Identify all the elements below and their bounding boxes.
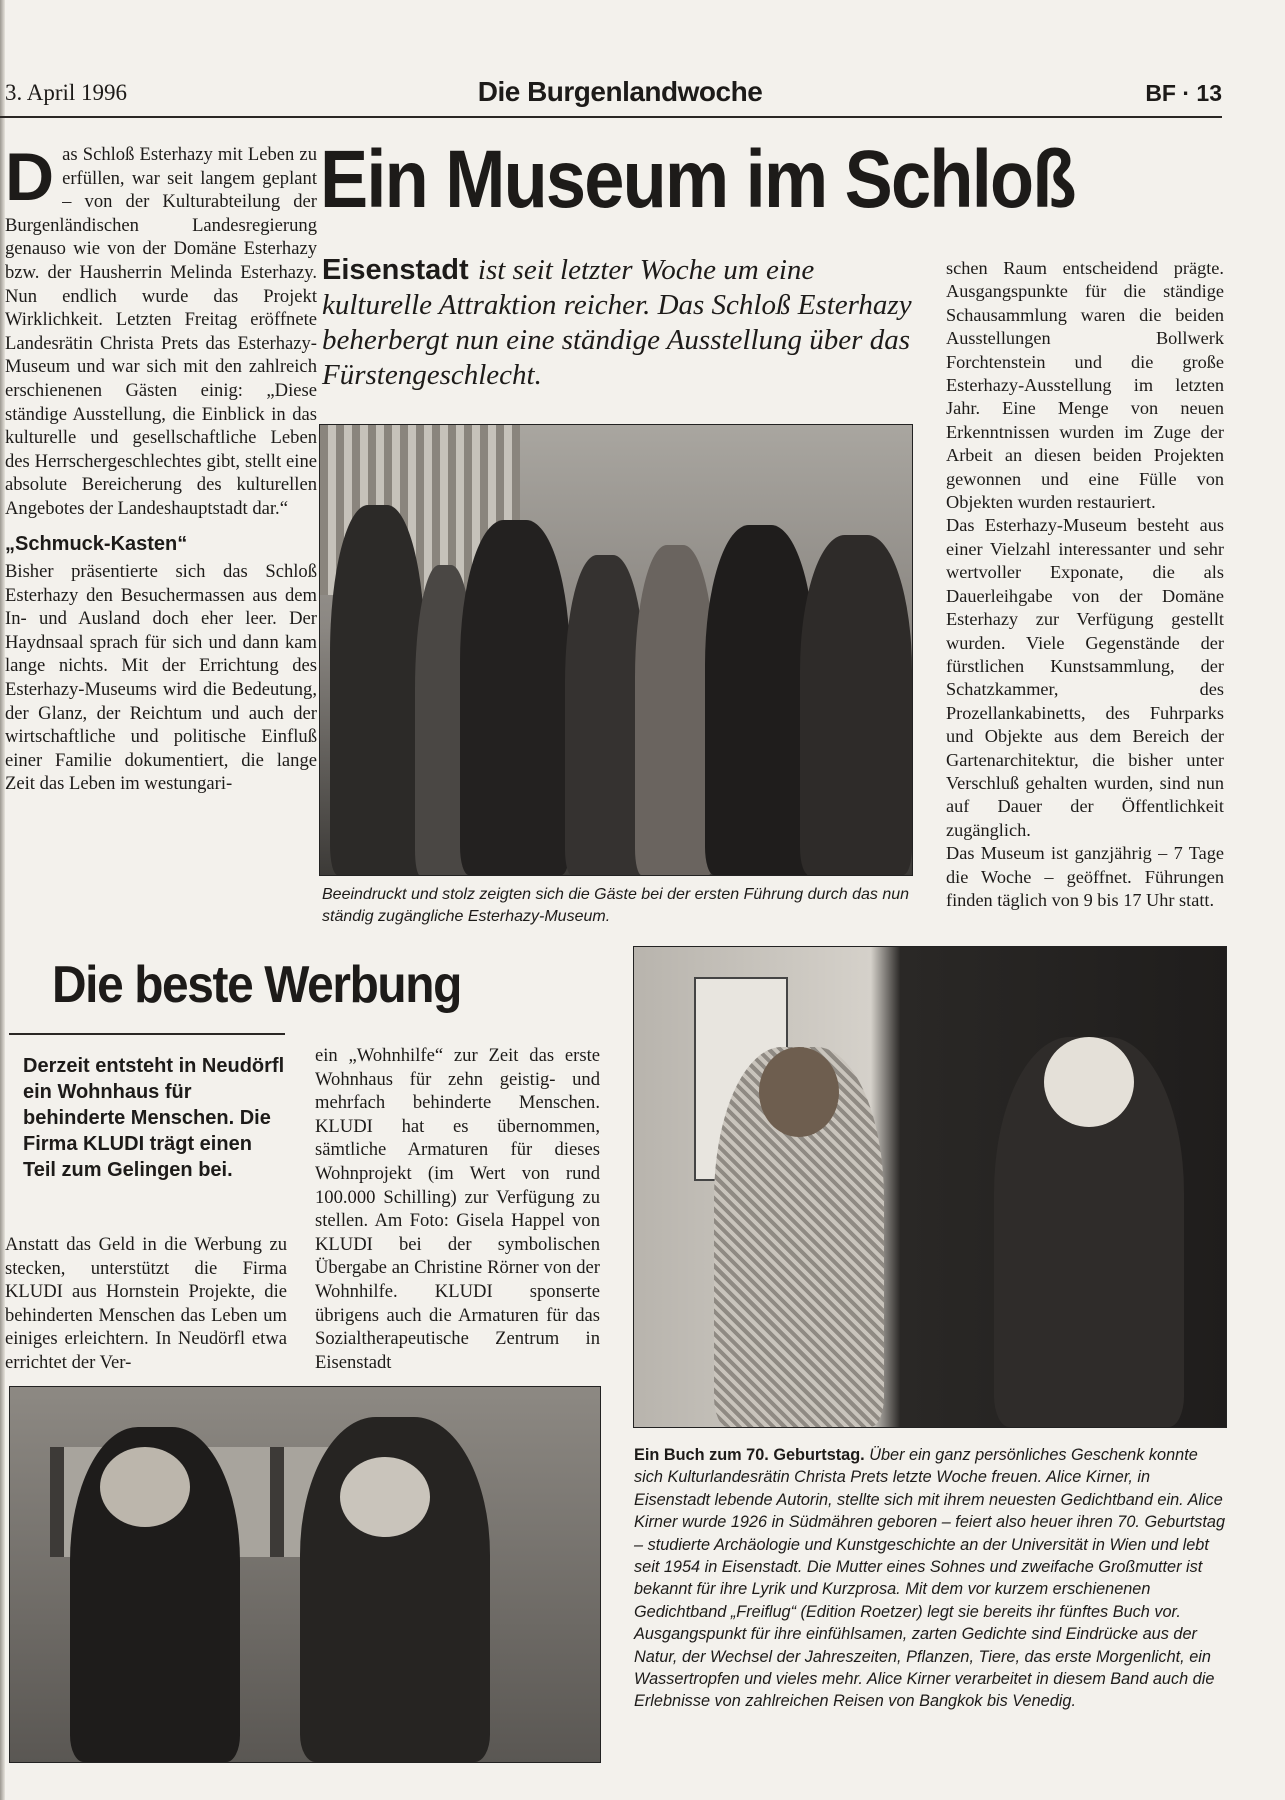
article-right-column: [946, 257, 1224, 912]
lead-text: ist seit letzter Woche um eine kulturelle Attraktion reicher. Das Schloß Esterhazy beherbergt nun eine ständige Ausstellung über das Fürstengeschlecht.: [322, 254, 912, 391]
photo-caption: Beeindruckt und stolz zeigten sich die Gäste bei der ersten Führung durch das nun ständig zugängliche Esterhazy-Museum.: [322, 886, 910, 925]
book-caption: [634, 1444, 1226, 1713]
page-number: BF · 13: [1145, 80, 1222, 106]
caption-title: Ein Buch zum 70. Geburtstag.: [634, 1446, 865, 1464]
newspaper-name: Die Burgenlandwoche: [477, 76, 763, 107]
article-headline: Ein Museum im Schloß: [320, 134, 1075, 225]
body-paragraph: Das Museum ist ganzjährig – 7 Tage die Woche – geöffnet. Führungen finden täglich von 9 bis 17 Uhr statt.: [946, 843, 1224, 910]
article2-left-column: [5, 1233, 287, 1375]
article2-teaser: Derzeit entsteht in Neudörfl ein Wohnhaus für behinderte Menschen. Die Firma KLUDI trägt einen Teil zum Gelingen bei.: [23, 1055, 285, 1181]
issue-date: 3. April 1996: [5, 80, 128, 105]
book-presentation-photo: [633, 946, 1227, 1428]
article2-headline: Die beste Werbung: [52, 956, 461, 1014]
body-paragraph: as Schloß Esterhazy mit Leben zu erfüllen, war seit langem geplant – von der Kulturabteilung der Burgenländischen Landesregierung genauso wie von der Domäne Esterhazy bzw. der Hausherrin Melinda Esterhazy. Nun endlich wurde das Projekt Wirklichkeit. Letzten Freitag eröffnete Landesrätin Christa Prets das Esterhazy-Museum und war sich mit den zahlreich erschienenen Gästen einig: „Diese ständige Ausstellung, die Einblick in das kulturelle und gesellschaftliche Leben des Herrschergeschlechtes gibt, stellt eine absolute Bereicherung des kulturellen Angebotes der Landeshauptstadt dar.“: [5, 144, 317, 519]
caption-text: Über ein ganz persönliches Geschenk konnte sich Kulturlandesrätin Christa Prets letzte Woche freuen. Alice Kirner, in Eisenstadt lebende Autorin, stellte sich mit ihrem neuesten Gedichtband ein. Alice Kirner wurde 1926 in Südmähren geboren – feiert also heuer ihren 70. Geburtstag – studierte Archäologie und Kunstgeschichte an der Universität in Wien und lebt seit 1954 in Eisenstadt. Die Mutter eines Sohnes und zweifache Großmutter ist bekannt für ihre Lyrik und Kurzprosa. Mit dem vor kurzem erschienenen Gedichtband „Freiflug“ (Edition Roetzer) legt sie bereits ihr fünftes Buch vor. Ausgangspunkt für ihre einfühlsamen, zarten Gedichte sind Eindrücke aus der Natur, der Wechsel der Jahreszeiten, Pflanzen, Tiere, das erste Morgenlicht, ein Wassertropfen und vieles mehr. Alice Kirner verarbeitet in diesem Band auch die Erlebnisse von zahlreichen Reisen von Bangkok bis Venedig.: [634, 1446, 1226, 1711]
body-paragraph: ein „Wohnhilfe“ zur Zeit das erste Wohnhaus für zehn geistig- und mehrfach behinderte Menschen. KLUDI hat es übernommen, sämtliche Armaturen für dieses Wohnprojekt (im Wert von rund 100.000 Schilling) zur Verfügung zu stellen. Am Foto: Gisela Happel von KLUDI bei der symbolischen Übergabe an Christine Rörner von der Wohnhilfe. KLUDI sponserte übrigens auch die Armaturen für das Sozialtherapeutische Zentrum in Eisenstadt: [315, 1045, 600, 1373]
drop-cap: D: [5, 139, 55, 215]
body-paragraph: Das Esterhazy-Museum besteht aus einer Vielzahl interessanter und sehr wertvoller Exponate, die als Dauerleihgabe von der Domäne Esterhazy zur Verfügung gestellt wurden. Viele Gegenstände der fürstlichen Kunstsammlung, der Schatzkammer, des Prozellankabinetts, des Fuhrparks und Objekte aus dem Bereich der Gartenarchitektur, die bisher unter Verschluß gehalten wurden, sind nun auf Dauer der Öffentlichkeit zugänglich.: [946, 515, 1224, 840]
article2-right-column: [315, 1044, 600, 1374]
museum-group-photo: [319, 424, 913, 876]
body-paragraph: Anstatt das Geld in die Werbung zu stecken, unterstützt die Firma KLUDI aus Hornstein Projekte, die behinderten Menschen das Leben um einiges erleichtern. In Neudörfl etwa errichtet der Ver-: [5, 1234, 287, 1373]
article-left-column: [5, 139, 317, 796]
header-rule: [0, 116, 1222, 118]
kludi-handover-photo: [9, 1386, 601, 1763]
body-paragraph: Bisher präsentierte sich das Schloß Esterhazy den Besuchermassen aus dem In- und Ausland doch eher leer. Der Haydnsaal sprach für sich und dann kam lange nichts. Mit der Errichtung des Esterhazy-Museums wird die Bedeutung, der Glanz, der Reichtum und auch der wirtschaftliche und politische Einfluß einer Familie dokumentiert, die lange Zeit das Leben im westungari-: [5, 561, 317, 795]
article-lead: [322, 252, 922, 392]
body-paragraph: schen Raum entscheidend prägte. Ausgangspunkte für die ständige Schausammlung waren die beiden Ausstellungen Bollwerk Forchtenstein und die große Esterhazy-Ausstellung im letzten Jahr. Eine Menge von neuen Erkenntnissen wurden im Zuge der Arbeit an diesen beiden Projekten gewonnen und eine Fülle von Objekten wurden restauriert.: [946, 258, 1224, 513]
section-rule: [9, 1033, 285, 1035]
lead-location: Eisenstadt: [322, 254, 469, 286]
subheading: „Schmuck-Kasten“: [5, 532, 188, 555]
